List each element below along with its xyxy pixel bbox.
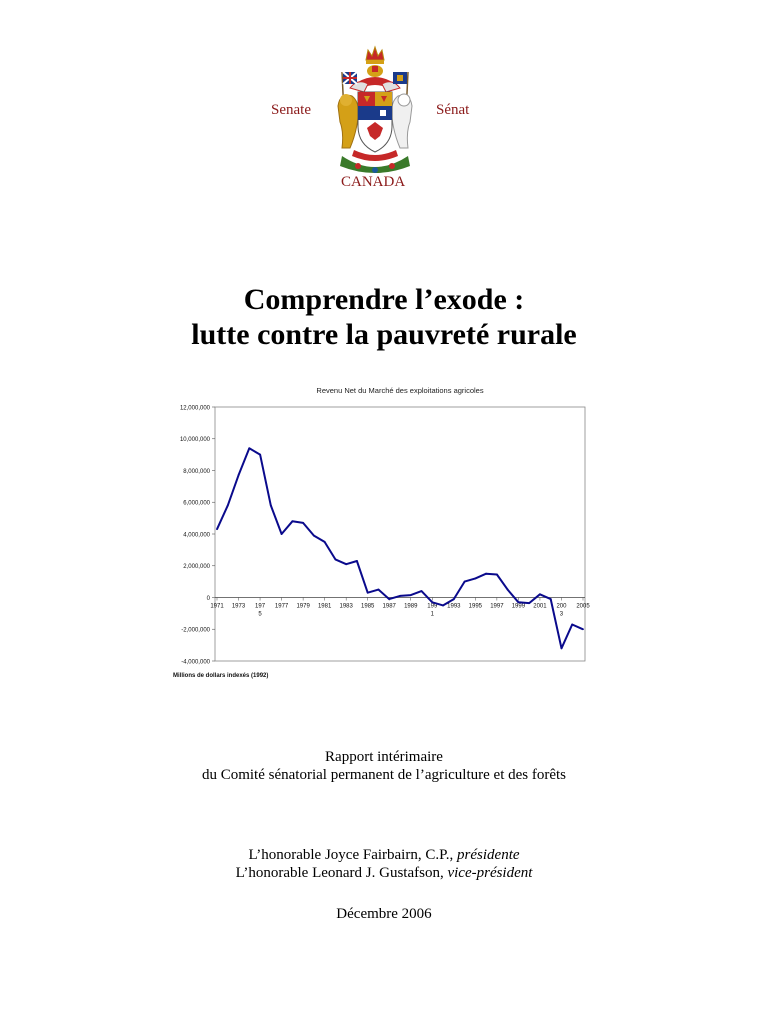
data-point bbox=[216, 528, 218, 530]
data-point bbox=[421, 590, 423, 592]
data-point bbox=[453, 598, 455, 600]
title-line-1: Comprendre l’exode : bbox=[243, 283, 525, 316]
series-line bbox=[217, 448, 583, 648]
coat-of-arms-icon bbox=[328, 44, 422, 178]
data-point bbox=[356, 560, 358, 562]
data-point bbox=[474, 578, 476, 580]
plot-frame bbox=[215, 407, 585, 661]
x-tick-label: 1983 bbox=[339, 603, 353, 610]
data-point bbox=[227, 505, 229, 507]
chart-title: Revenu Net du Marché des exploitations agricoles bbox=[316, 386, 484, 395]
data-point bbox=[507, 589, 509, 591]
data-point bbox=[571, 624, 573, 626]
x-tick-label: 1985 bbox=[361, 603, 375, 610]
x-tick-label: 197 bbox=[255, 603, 266, 610]
officer-vice-chair-role: vice-président bbox=[447, 865, 533, 881]
data-point bbox=[302, 522, 304, 524]
x-tick-label: 1987 bbox=[382, 603, 396, 610]
x-tick-label: 1993 bbox=[447, 603, 461, 610]
country-label: CANADA bbox=[341, 174, 406, 190]
data-point bbox=[442, 605, 444, 607]
y-tick-label: 10,000,000 bbox=[179, 437, 210, 444]
x-tick-label: 1971 bbox=[210, 603, 224, 610]
x-tick-label: 2005 bbox=[576, 603, 590, 610]
data-point bbox=[399, 595, 401, 597]
x-tick-label: 1979 bbox=[296, 603, 310, 610]
data-point bbox=[528, 602, 530, 604]
x-tick-label: 1981 bbox=[317, 603, 332, 610]
data-point bbox=[248, 447, 250, 449]
report-type: Rapport intérimaire bbox=[325, 749, 443, 765]
senate-label-fr: Sénat bbox=[436, 102, 470, 118]
x-tick-label: 5 bbox=[258, 611, 262, 618]
x-tick-label: 199 bbox=[427, 603, 438, 610]
officer-chair bbox=[0, 846, 768, 864]
x-tick-label: 1973 bbox=[231, 603, 246, 610]
data-point bbox=[485, 573, 487, 575]
officer-chair-role: présidente bbox=[457, 847, 520, 863]
data-point bbox=[313, 535, 315, 537]
y-tick-label: 2,000,000 bbox=[183, 564, 210, 571]
data-point bbox=[345, 563, 347, 565]
title-line-2: lutte contre la pauvreté rurale bbox=[191, 318, 577, 351]
officer-chair-name: L’honorable Joyce Fairbairn, C.P., bbox=[248, 847, 458, 863]
officer-vice-chair-name: L’honorable Leonard J. Gustafson, bbox=[235, 865, 448, 881]
data-point bbox=[561, 647, 563, 649]
y-tick-label: 12,000,000 bbox=[179, 405, 210, 412]
data-point bbox=[270, 505, 272, 507]
x-tick-label: 1977 bbox=[274, 603, 289, 610]
y-tick-label: 8,000,000 bbox=[183, 468, 210, 475]
data-point bbox=[496, 574, 498, 576]
x-tick-label: 1997 bbox=[490, 603, 504, 610]
units-note: Millions de dollars indexés (1992) bbox=[173, 673, 269, 679]
data-point bbox=[388, 598, 390, 600]
data-point bbox=[281, 533, 283, 535]
x-tick-label: 2001 bbox=[533, 603, 547, 610]
x-tick-label: 1 bbox=[430, 611, 434, 618]
data-point bbox=[335, 559, 337, 561]
x-tick-label: 3 bbox=[559, 611, 564, 618]
data-point bbox=[410, 594, 412, 596]
data-point bbox=[378, 589, 380, 591]
senate-label-en: Senate bbox=[271, 102, 311, 118]
data-point bbox=[259, 454, 261, 456]
committee-name: du Comité sénatorial permanent de l’agriculture et des forêts bbox=[201, 767, 567, 783]
data-point bbox=[464, 581, 466, 583]
data-point bbox=[367, 592, 369, 594]
data-point bbox=[238, 474, 240, 476]
officer-vice-chair bbox=[0, 864, 768, 882]
data-point bbox=[324, 541, 326, 543]
data-point bbox=[582, 628, 584, 630]
y-tick-label: 4,000,000 bbox=[183, 532, 210, 539]
y-tick-label: -4,000,000 bbox=[181, 659, 210, 666]
farm-income-chart bbox=[165, 383, 595, 683]
y-tick-label: 6,000,000 bbox=[183, 500, 210, 507]
x-tick-label: 1999 bbox=[511, 603, 526, 610]
data-point bbox=[518, 601, 520, 603]
data-point bbox=[291, 520, 293, 522]
y-tick-label: 0 bbox=[206, 595, 210, 602]
report-date: Décembre 2006 bbox=[336, 906, 432, 922]
data-point bbox=[550, 598, 552, 600]
data-point bbox=[539, 593, 541, 595]
x-tick-label: 200 bbox=[556, 603, 567, 610]
x-tick-label: 1995 bbox=[468, 603, 483, 610]
x-tick-label: 1989 bbox=[404, 603, 418, 610]
y-tick-label: -2,000,000 bbox=[181, 627, 210, 634]
data-point bbox=[431, 601, 433, 603]
